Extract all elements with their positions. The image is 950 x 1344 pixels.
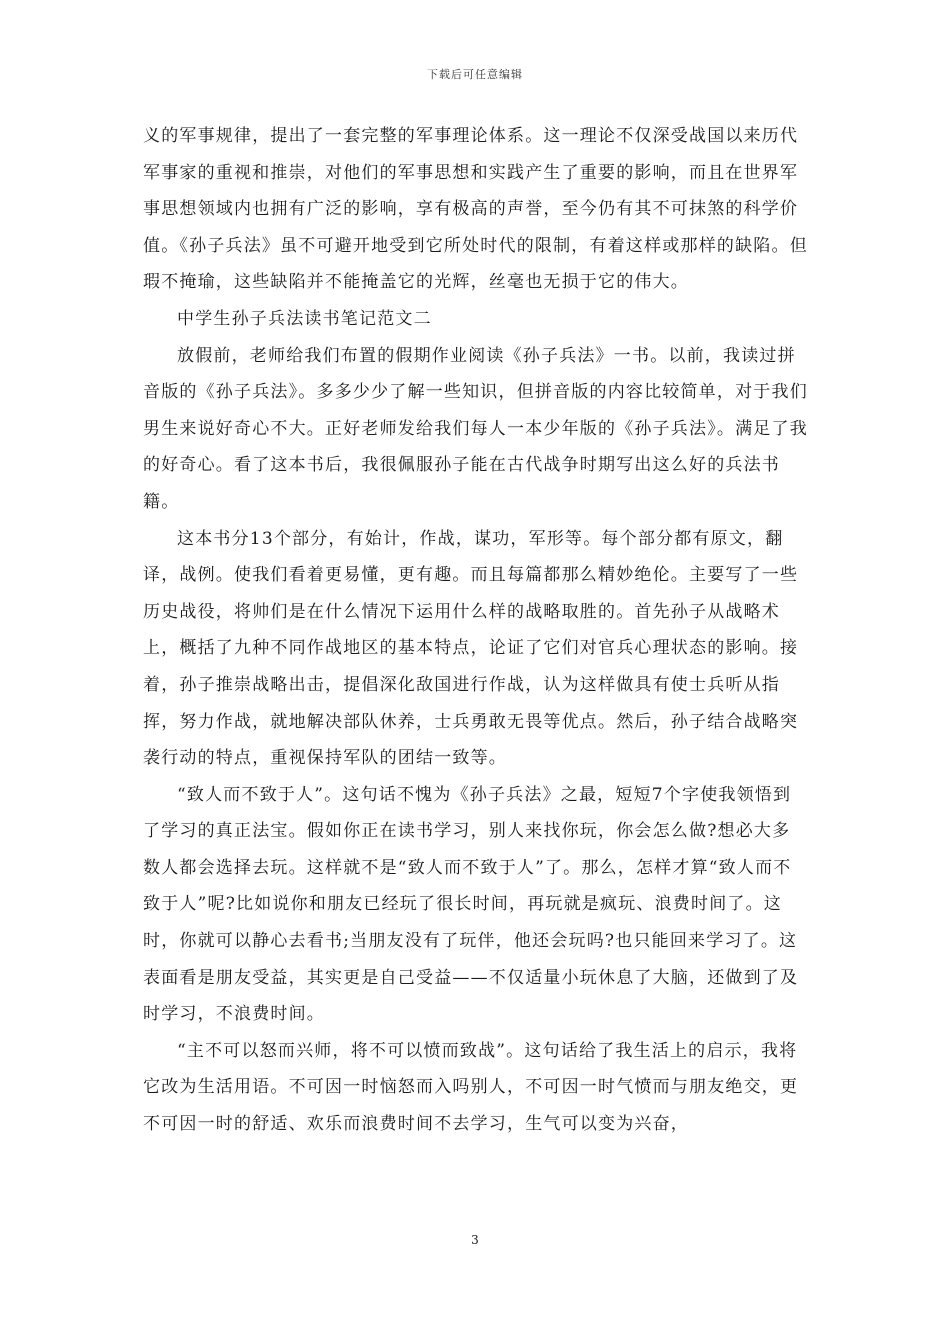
page-number: 3 — [471, 1233, 479, 1247]
paragraph-intro-continuation: 义的军事规律，提出了一套完整的军事理论体系。这一理论不仅深受战国以来历代军事家的重视和推崇，对他们的军事思想和实践产生了重要的影响，而且在世界军事思想领域内也拥有广泛的影响，享有极高的声誉，至今仍有其不可抹煞的科学价值。《孙子兵法》虽不可避开地受到它所处时代的限制，有着这样或那样的缺陷。但瑕不掩瑜，这些缺陷并不能掩盖它的光辉，丝毫也无损于它的伟大。 — [143, 126, 808, 293]
paragraph-anger-quote: “主不可以怒而兴师，将不可以愤而致战”。这句话给了我生活上的启示，我将它改为生活用语。不可因一时恼怒而入吗别人，不可因一时气愤而与朋友绝交，更不可因一时的舒适、欢乐而浪费时间不去学习，生气可以变为兴奋， — [143, 1040, 799, 1135]
paragraph-book-structure: 这本书分13个部分，有始计，作战，谋功，军形等。每个部分都有原文，翻译，战例。使我们看着更易懂，更有趣。而且每篇都那么精妙绝伦。主要写了一些历史战役，将帅们是在什么情况下运用什么样的战略取胜的。首先孙子从战略术上，概括了九种不同作战地区的基本特点，论证了它们对官兵心理状态的影响。接着，孙子推崇战略出击，提倡深化敌国进行作战，认为这样做具有使士兵听从指挥，努力作战，就地解决部队休养，士兵勇敢无畏等优点。然后，孙子结合战略突袭行动的特点，重视保持军队的团结一致等。 — [143, 528, 799, 769]
section-heading: 中学生孙子兵法读书笔记范文二 — [177, 308, 432, 329]
page-header: 下载后可任意编辑 — [427, 68, 523, 81]
paragraph-holiday-reading: 放假前，老师给我们布置的假期作业阅读《孙子兵法》一书。以前，我读过拼音版的《孙子兵法》。多多少少了解一些知识，但拼音版的内容比较简单，对于我们男生来说好奇心不大。正好老师发给我们每人一本少年版的《孙子兵法》。满足了我的好奇心。看了这本书后，我很佩服孙子能在古代战争时期写出这么好的兵法书籍。 — [143, 345, 808, 512]
paragraph-zhi-ren-quote: “致人而不致于人”。这句话不愧为《孙子兵法》之最，短短7个字使我领悟到了学习的真正法宝。假如你正在读书学习，别人来找你玩，你会怎么做?想必大多数人都会选择去玩。这样就不是“致人而不致于人”了。那么，怎样才算“致人而不致于人”呢?比如说你和朋友已经玩了很长时间，再玩就是疯玩、浪费时间了。这时，你就可以静心去看书;当朋友没有了玩伴，他还会玩吗?也只能回来学习了。这表面看是朋友受益，其实更是自己受益——不仅适量小玩休息了大脑，还做到了及时学习，不浪费时间。 — [143, 784, 799, 1025]
document-body — [143, 118, 808, 1143]
